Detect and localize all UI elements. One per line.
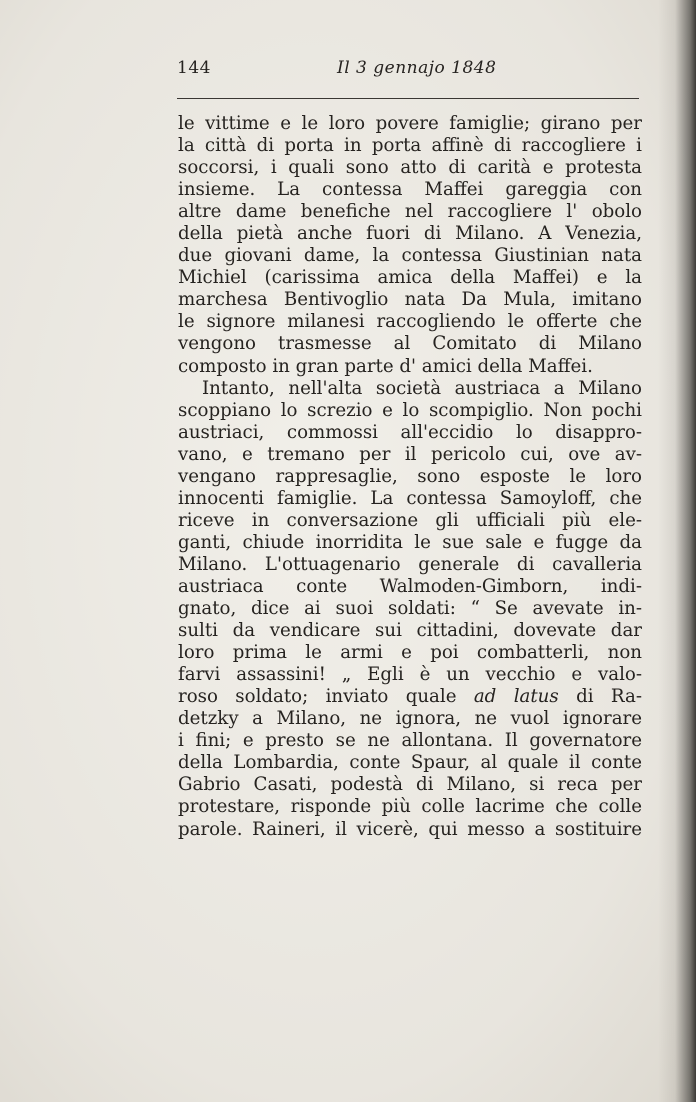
- text-line: insieme. La contessa Maffei gareggia con: [178, 179, 642, 201]
- text-line: vengono trasmesse al Comitato di Milano: [178, 333, 642, 355]
- running-title: Il 3 gennajo 1848: [337, 58, 497, 78]
- text-line: austriaci, commossi all'eccidio lo disappro-: [178, 421, 642, 443]
- text-line: vano, e tremano per il pericolo cui, ove av-: [178, 443, 642, 465]
- text-line: innocenti famiglie. La contessa Samoyloff, che: [178, 487, 642, 509]
- text-line: riceve in conversazione gli ufficiali più ele-: [178, 509, 642, 531]
- text-line: le signore milanesi raccogliendo le offerte che: [178, 311, 642, 333]
- text-line: Michiel (carissima amica della Maffei) e la: [178, 267, 642, 289]
- text-line: marchesa Bentivoglio nata Da Mula, imitano: [178, 289, 642, 311]
- text-line: detzky a Milano, ne ignora, ne vuol ignorare: [178, 708, 642, 730]
- text-line: la città di porta in porta affinè di raccogliere i: [178, 135, 642, 157]
- text-line: gnato, dice ai suoi soldati: “ Se avevate in-: [178, 598, 642, 620]
- page-gutter-shadow: [658, 0, 696, 1102]
- text-line: sulti da vendicare sui cittadini, dovevate dar: [178, 620, 642, 642]
- text-line: vengano rappresaglie, sono esposte le loro: [178, 465, 642, 487]
- text-line: farvi assassini! „ Egli è un vecchio e valo-: [178, 664, 642, 686]
- text-line: soccorsi, i quali sono atto di carità e protesta: [178, 157, 642, 179]
- text-line: le vittime e le loro povere famiglie; girano per: [178, 113, 642, 134]
- text-line: scoppiano lo screzio e lo scompiglio. Non pochi: [178, 399, 642, 421]
- text-line: della Lombardia, conte Spaur, al quale il conte: [178, 752, 642, 774]
- text-line: parole. Raineri, il vicerè, qui messo a sostituire: [178, 818, 642, 840]
- text-line: austriaca conte Walmoden-Gimborn, indi-: [178, 575, 642, 597]
- text-line: Intanto, nell'alta società austriaca a Milano: [202, 377, 642, 399]
- text-line: Gabrio Casati, podestà di Milano, si reca per: [178, 774, 642, 796]
- text-line: altre dame benefiche nel raccogliere l' obolo: [178, 201, 642, 223]
- text-line: loro prima le armi e poi combatterli, non: [178, 642, 642, 664]
- body-text: [178, 113, 642, 841]
- text-segment: roso soldato; inviato quale: [178, 686, 474, 708]
- text-line: ganti, chiude inorridita le sue sale e fugge da: [178, 531, 642, 553]
- text-line: protestare, risponde più colle lacrime che colle: [178, 796, 642, 818]
- text-segment: di Ra-: [558, 686, 642, 708]
- text-line: i fini; e presto se ne allontana. Il governatore: [178, 730, 642, 752]
- italic-phrase: ad latus: [473, 686, 559, 708]
- page-number: 144: [177, 58, 211, 78]
- page-header: [177, 58, 639, 86]
- text-line: due giovani dame, la contessa Giustinian nata: [178, 245, 642, 267]
- text-line: [178, 686, 642, 708]
- text-line: Milano. L'ottuagenario generale di cavalleria: [178, 553, 642, 575]
- header-rule: [177, 98, 639, 99]
- text-line: composto in gran parte d' amici della Maffei.: [178, 355, 593, 377]
- text-line: della pietà anche fuori di Milano. A Venezia,: [178, 223, 642, 245]
